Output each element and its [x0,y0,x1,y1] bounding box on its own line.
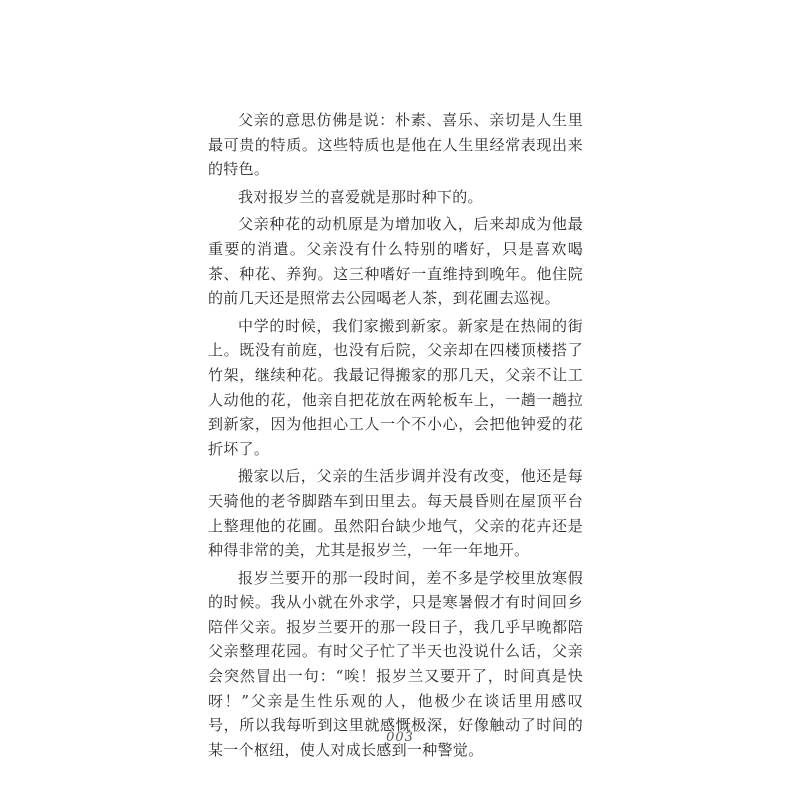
paragraph-6: 报岁兰要开的那一段时间，差不多是学校里放寒假的时候。我从小就在外求学，只是寒暑假才有时间回乡陪伴父亲。报岁兰要开的那一段日子，我几乎早晚都陪父亲整理花园。有时父子忙了半天也没说什么话，父亲会突然冒出一句：“唉！报岁兰又要开了，时间真是快呀！”父亲是生性乐观的人，他极少在谈话里用感叹号，所以我每听到这里就感慨极深，好像触动了时间的某一个枢纽，使人对成长感到一种警觉。 [208,568,583,759]
paragraph-2: 我对报岁兰的喜爱就是那时种下的。 [238,187,483,206]
paragraph-5: 搬家以后，父亲的生活步调并没有改变，他还是每天骑他的老爷脚踏车到田里去。每天晨昏则在屋顶平台上整理他的花圃。虽然阳台缺少地气，父亲的花卉还是种得非常的美，尤其是报岁兰，一年一年地开。 [208,467,583,560]
paragraph-1: 父亲的意思仿佛是说：朴素、喜乐、亲切是人生里最可贵的特质。这些特质也是他在人生里经常表现出来的特色。 [208,111,583,179]
page-number: 003 [386,730,414,745]
paragraph-3: 父亲种花的动机原是为增加收入，后来却成为他最重要的消遣。父亲没有什么特别的嗜好，只是喜欢喝茶、种花、养狗。这三种嗜好一直维持到晚年。他住院的前几天还是照常去公园喝老人茶，到花圃去巡视。 [208,215,583,308]
body-text [208,108,583,765]
paragraph-4: 中学的时候，我们家搬到新家。新家是在热闹的街上。既没有前庭，也没有后院，父亲却在四楼顶楼搭了竹架，继续种花。我最记得搬家的那几天，父亲不让工人动他的花，他亲自把花放在两轮板车上，一趟一趟拉到新家，因为他担心工人一个不小心，会把他钟爱的花折坏了。 [208,316,583,458]
